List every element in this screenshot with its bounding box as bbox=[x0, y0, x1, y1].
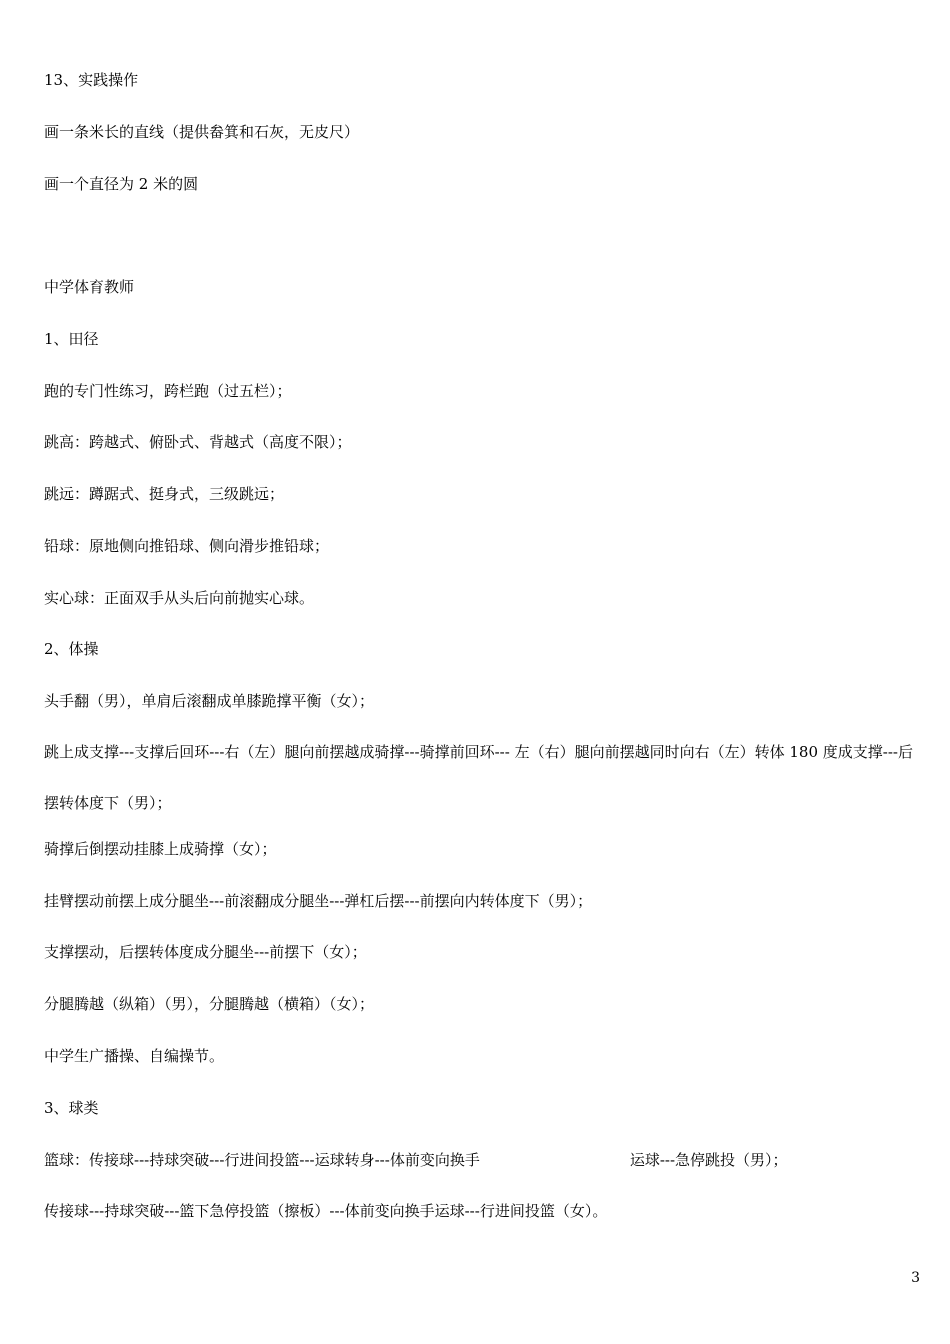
text-line: 分腿腾越（纵箱）（男），分腿腾越（横箱）（女）； bbox=[44, 995, 375, 1013]
section-title: 中学体育教师 bbox=[44, 278, 135, 296]
text-line: 头手翻（男），单肩后滚翻成单膝跪撑平衡（女）； bbox=[44, 692, 375, 710]
text-line: 骑撑后倒摆动挂膝上成骑撑（女）； bbox=[44, 840, 277, 858]
text-line: 中学生广播操、自编操节。 bbox=[44, 1047, 225, 1065]
text-paragraph: 跳上成支撑---支撑后回环---右（左）腿向前摆越成骑撑---骑撑前回环--- 左（右）腿向前摆越同时向右（左）转体 180 度成支撑---后摆转体度下（男）； bbox=[44, 743, 913, 812]
text-line: 画一条米长的直线（提供畚箕和石灰，无皮尺） bbox=[44, 123, 360, 141]
page-number: 3 bbox=[911, 1270, 920, 1286]
text-line: 跑的专门性练习，跨栏跑（过五栏）； bbox=[44, 382, 292, 400]
heading-practical-operation: 13、实践操作 bbox=[44, 71, 139, 89]
text-line: 跳远：蹲踞式、挺身式，三级跳远； bbox=[44, 485, 285, 503]
text-segment: 运球---急停跳投（男）； bbox=[629, 1151, 788, 1169]
text-line: 铅球：原地侧向推铅球、侧向滑步推铅球； bbox=[44, 537, 330, 555]
text-line: 实心球：正面双手从头后向前抛实心球。 bbox=[44, 589, 315, 607]
text-segment: 篮球：传接球---持球突破---行进间投篮---运球转身---体前变向换手 bbox=[44, 1151, 480, 1169]
text-line: 挂臂摆动前摆上成分腿坐---前滚翻成分腿坐---弹杠后摆---前摆向内转体度下（男）； bbox=[44, 892, 593, 910]
text-line: 支撑摆动，后摆转体度成分腿坐---前摆下（女）； bbox=[44, 943, 367, 961]
subheading-gymnastics: 2、体操 bbox=[44, 640, 99, 658]
text-line: 跳高：跨越式、俯卧式、背越式（高度不限）； bbox=[44, 433, 352, 451]
text-line: 传接球---持球突破---篮下急停投篮（擦板）---体前变向换手运球---行进间投篮（女）。 bbox=[44, 1202, 608, 1220]
text-line bbox=[44, 1150, 788, 1170]
subheading-track-and-field: 1、田径 bbox=[44, 330, 99, 348]
text-line: 画一个直径为 2 米的圆 bbox=[44, 175, 199, 193]
subheading-ball-games: 3、球类 bbox=[44, 1099, 99, 1117]
